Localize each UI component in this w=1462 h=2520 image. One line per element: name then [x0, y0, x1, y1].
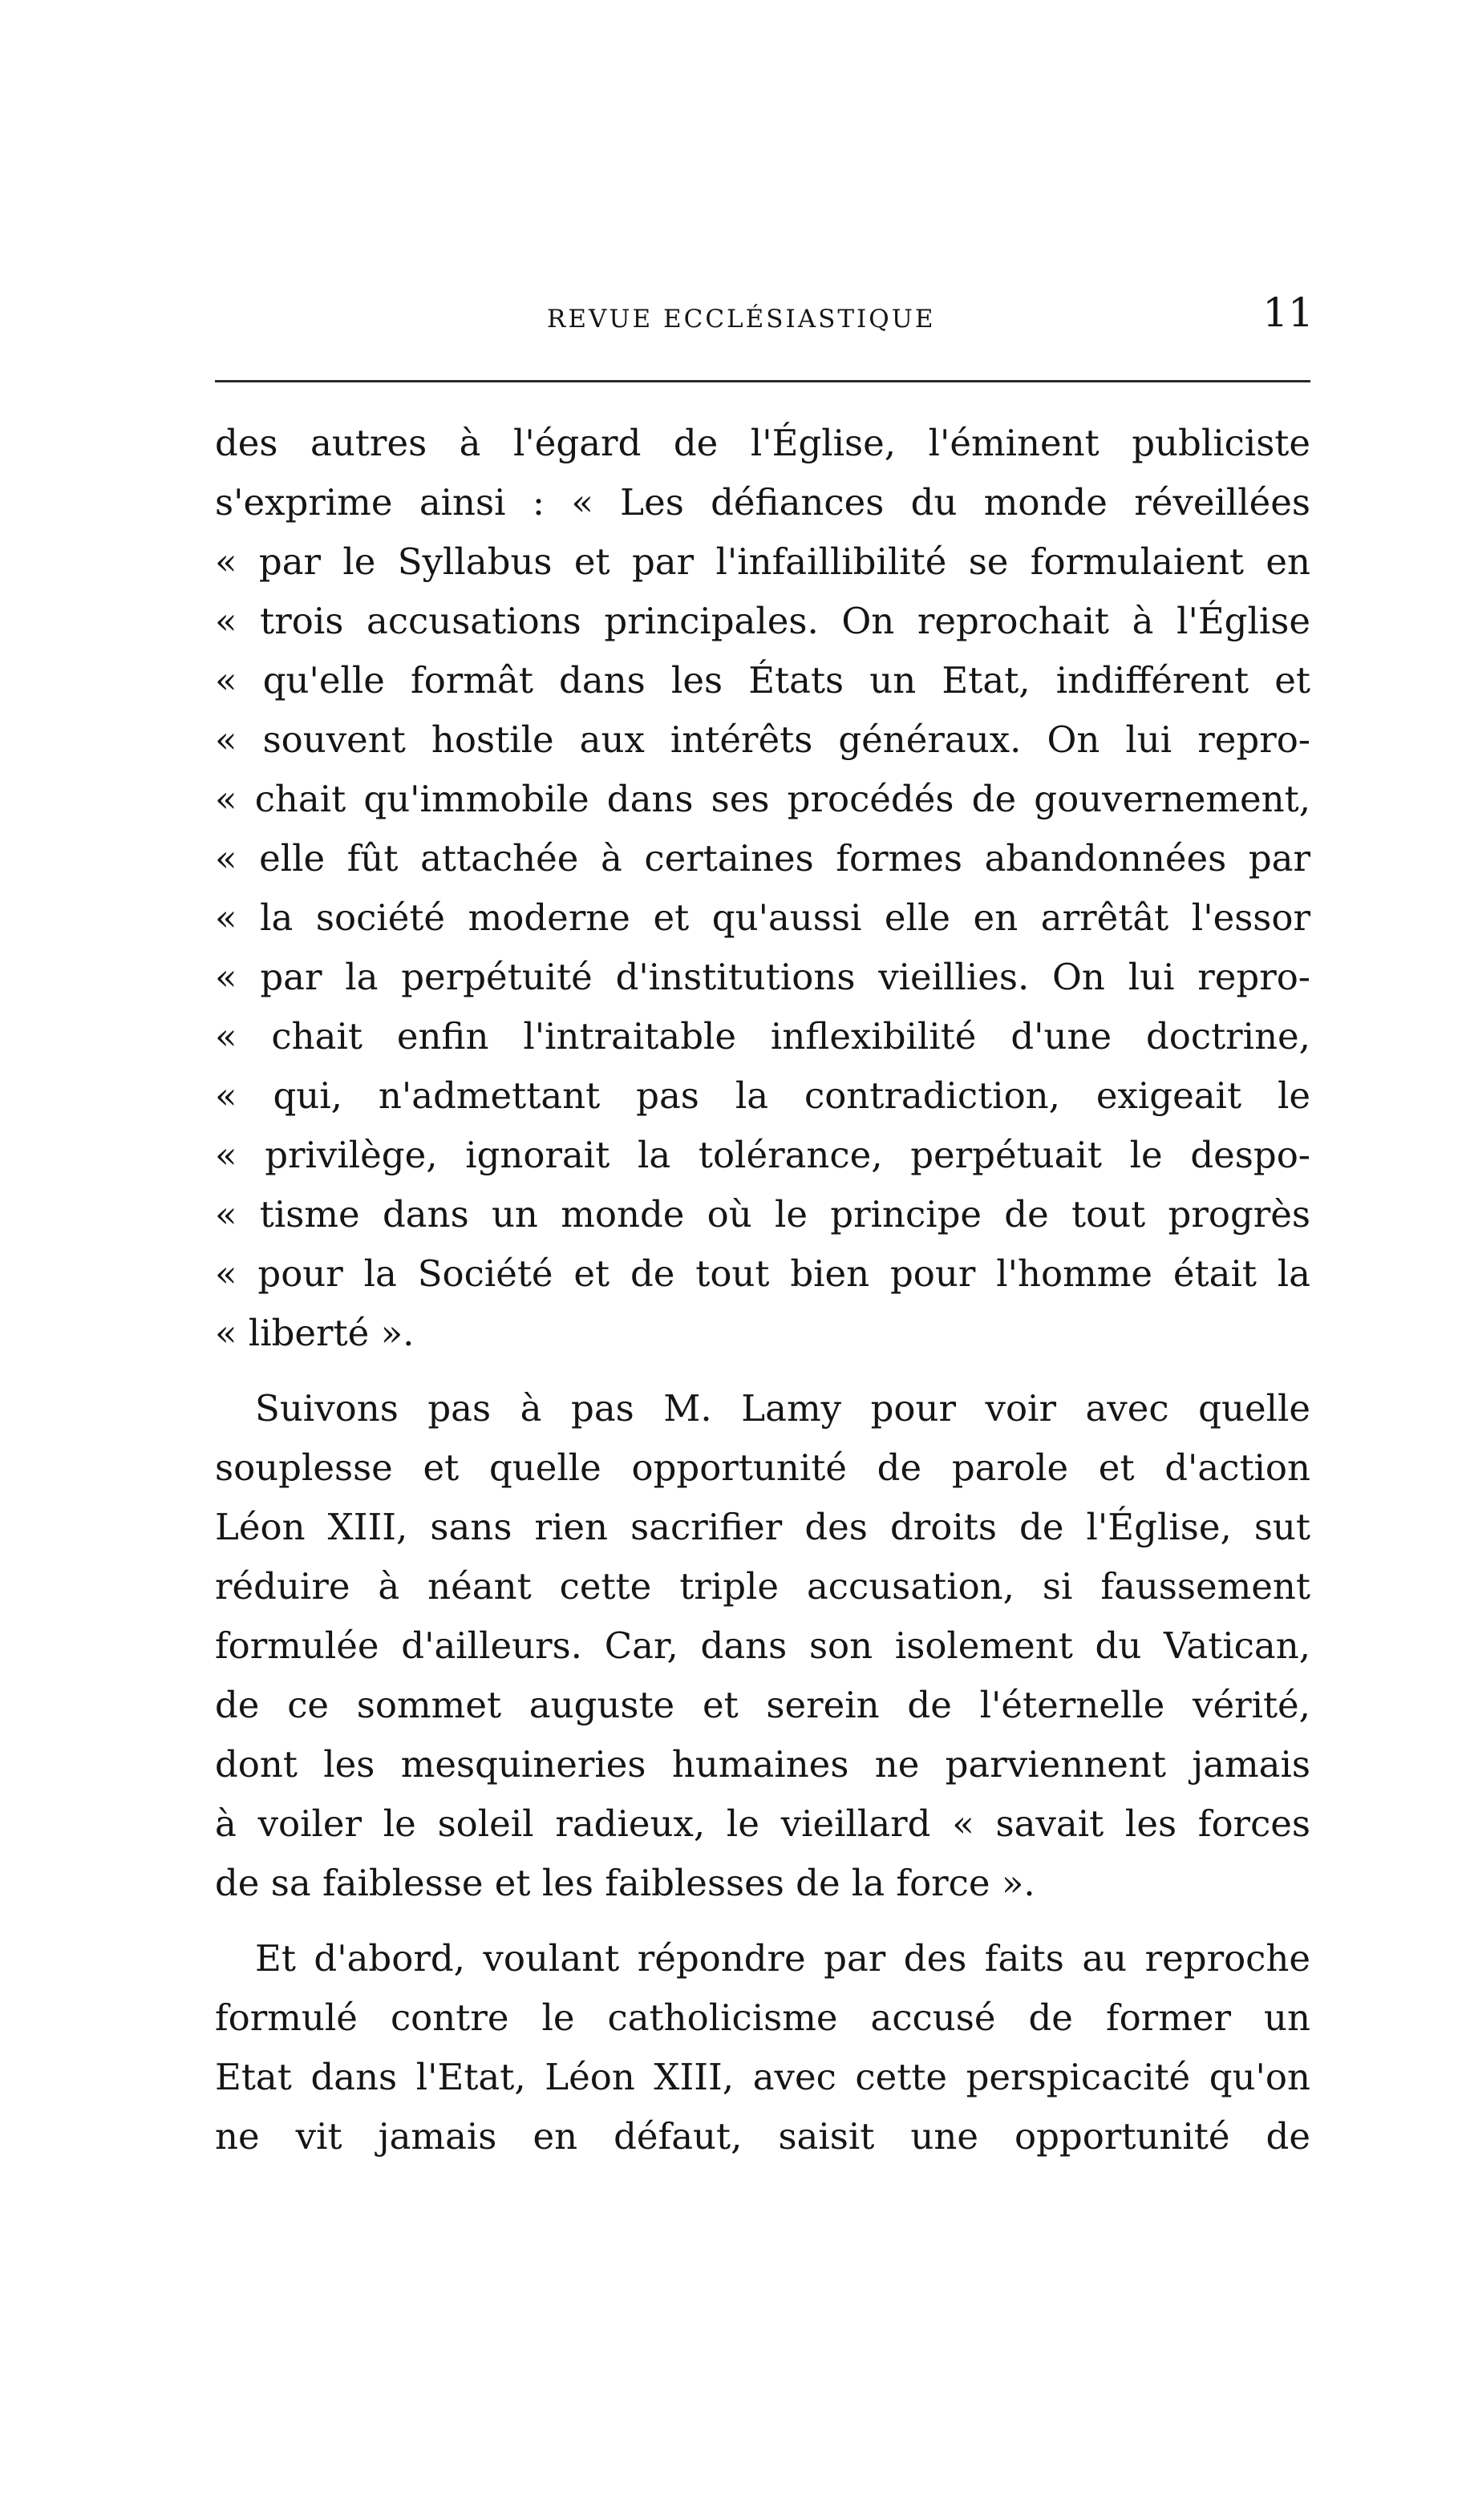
text-line: « pour la Société et de tout bien pour l'homme était la — [215, 1252, 1310, 1295]
text-line: « par la perpétuité d'institutions vieillies. On lui repro- — [215, 956, 1310, 998]
text-line: de sa faiblesse et les faiblesses de la force ». — [215, 1862, 1035, 1904]
text-line: Léon XIII, sans rien sacrifier des droits de l'Église, sut — [215, 1506, 1310, 1548]
paragraph-3 — [215, 1929, 1310, 2166]
text-line: « qu'elle formât dans les États un Etat, indifférent et — [215, 659, 1310, 702]
text-line: « souvent hostile aux intérêts généraux. On lui repro- — [215, 718, 1310, 761]
text-line: des autres à l'égard de l'Église, l'éminent publiciste — [215, 422, 1310, 464]
text-line: de ce sommet auguste et serein de l'éternelle vérité, — [215, 1684, 1310, 1726]
text-line: Suivons pas à pas M. Lamy pour voir avec quelle — [255, 1387, 1310, 1430]
text-line: « chait qu'immobile dans ses procédés de gouvernement, — [215, 778, 1310, 820]
text-line: « liberté ». — [215, 1312, 415, 1354]
text-line: formulée d'ailleurs. Car, dans son isolement du Vatican, — [215, 1624, 1310, 1667]
text-line: « la société moderne et qu'aussi elle en arrêtât l'essor — [215, 896, 1310, 939]
text-line: réduire à néant cette triple accusation, si faussement — [215, 1565, 1310, 1608]
page-number: 11 — [1262, 289, 1314, 336]
running-title: REVUE ECCLÉSIASTIQUE — [547, 305, 936, 334]
paragraph-2 — [215, 1379, 1310, 1913]
text-line: « par le Syllabus et par l'infaillibilité se formulaient en — [215, 540, 1310, 583]
header-rule — [215, 380, 1310, 382]
text-line: Etat dans l'Etat, Léon XIII, avec cette perspicacité qu'on — [215, 2056, 1310, 2098]
page-header — [215, 289, 1314, 337]
text-line: Et d'abord, voulant répondre par des faits au reproche — [255, 1937, 1310, 1980]
paragraph-1 — [215, 414, 1310, 1363]
text-line: « chait enfin l'intraitable inflexibilité d'une doctrine, — [215, 1015, 1310, 1058]
text-line: à voiler le soleil radieux, le vieillard « savait les forces — [215, 1802, 1310, 1845]
text-line: « trois accusations principales. On reprochait à l'Église — [215, 600, 1310, 642]
text-line: « qui, n'admettant pas la contradiction, exigeait le — [215, 1074, 1310, 1117]
paragraph-gap — [215, 1913, 1310, 1929]
text-line: s'exprime ainsi : « Les défiances du monde réveillées — [215, 481, 1310, 524]
text-line: souplesse et quelle opportunité de parole et d'action — [215, 1446, 1310, 1489]
text-line: dont les mesquineries humaines ne parviennent jamais — [215, 1743, 1310, 1786]
paragraph-gap — [215, 1363, 1310, 1379]
body-text — [215, 414, 1310, 2166]
text-line: « tisme dans un monde où le principe de tout progrès — [215, 1193, 1310, 1236]
text-line: « elle fût attachée à certaines formes abandonnées par — [215, 837, 1310, 880]
text-line: « privilège, ignorait la tolérance, perpétuait le despo- — [215, 1134, 1310, 1176]
text-line: formulé contre le catholicisme accusé de former un — [215, 1996, 1310, 2039]
text-line: ne vit jamais en défaut, saisit une opportunité de — [215, 2115, 1310, 2158]
